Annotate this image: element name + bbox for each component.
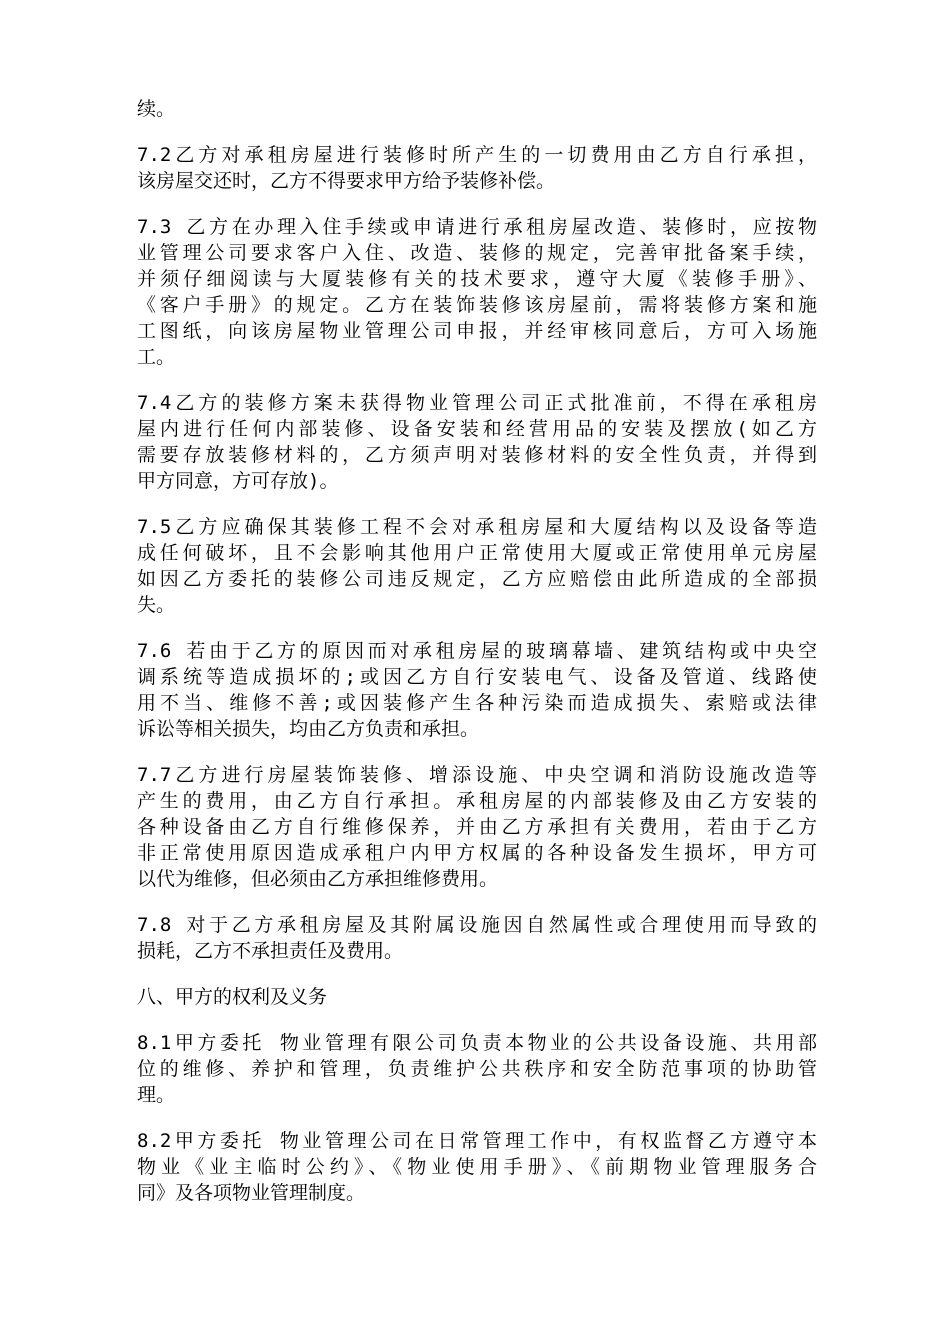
text-line: 工图纸，向该房屋物业管理公司申报，并经审核同意后，方可入场施 — [137, 320, 817, 342]
paragraph-p-7-3 — [137, 214, 817, 370]
paragraph-p-8-1 — [137, 1030, 817, 1108]
paragraph-p-7-4 — [137, 390, 817, 494]
text-line: 物业《业主临时公约》、《物业使用手册》、《前期物业管理服务合 — [137, 1156, 817, 1178]
text-line: 成任何破坏，且不会影响其他用户正常使用大厦或正常使用单元房屋 — [137, 542, 817, 564]
text-line: 业管理公司要求客户入住、改造、装修的规定，完善审批备案手续， — [137, 242, 817, 264]
paragraph-p-7-6 — [137, 638, 817, 742]
text-line: 同》及各项物业管理制度。 — [137, 1182, 366, 1204]
text-line: 失。 — [137, 594, 176, 616]
section-heading — [137, 984, 817, 1010]
text-line: 7.3 乙方在办理入住手续或申请进行承租房屋改造、装修时，应按物 — [137, 216, 817, 238]
text-line: 8.2甲方委托 物业管理公司在日常管理工作中，有权监督乙方遵守本 — [137, 1130, 817, 1152]
text-line: 用不当、维修不善;或因装修产生各种污染而造成损失、索赔或法律 — [137, 692, 817, 714]
text-line: 屋内进行任何内部装修、设备安装和经营用品的安装及摆放(如乙方 — [137, 418, 817, 440]
text-line: 诉讼等相关损失，均由乙方负责和承担。 — [137, 718, 480, 740]
text-line: 7.5乙方应确保其装修工程不会对承租房屋和大厦结构以及设备等造 — [137, 516, 817, 538]
text-line: 需要存放装修材料的，乙方须声明对装修材料的安全性负责，并得到 — [137, 444, 817, 466]
text-line: 调系统等造成损坏的;或因乙方自行安装电气、设备及管道、线路使 — [137, 666, 817, 688]
text-line: 续。 — [137, 98, 176, 120]
text-line: 各种设备由乙方自行维修保养，并由乙方承担有关费用，若由于乙方 — [137, 816, 817, 838]
paragraph-p-7-2 — [137, 142, 817, 194]
paragraph-p-7-1-cont — [137, 96, 817, 122]
paragraph-p-7-8 — [137, 912, 817, 964]
text-line: 7.8 对于乙方承租房屋及其附属设施因自然属性或合理使用而导致的 — [137, 914, 817, 936]
text-line: 八、甲方的权利及义务 — [137, 986, 328, 1008]
text-line: 工。 — [137, 346, 176, 368]
text-line: 《客户手册》的规定。乙方在装饰装修该房屋前，需将装修方案和施 — [137, 294, 817, 316]
text-line: 如因乙方委托的装修公司违反规定，乙方应赔偿由此所造成的全部损 — [137, 568, 817, 590]
text-line: 损耗，乙方不承担责任及费用。 — [137, 940, 404, 962]
document-page — [137, 96, 817, 1226]
paragraph-p-7-7 — [137, 762, 817, 892]
text-line: 产生的费用，由乙方自行承担。承租房屋的内部装修及由乙方安装的 — [137, 790, 817, 812]
text-line: 7.4乙方的装修方案未获得物业管理公司正式批准前，不得在承租房 — [137, 392, 817, 414]
text-line: 甲方同意，方可存放)。 — [137, 470, 339, 492]
text-line: 非正常使用原因造成承租户内甲方权属的各种设备发生损坏，甲方可 — [137, 842, 817, 864]
paragraph-p-7-5 — [137, 514, 817, 618]
text-line: 7.6 若由于乙方的原因而对承租房屋的玻璃幕墙、建筑结构或中央空 — [137, 640, 817, 662]
text-line: 8.1甲方委托 物业管理有限公司负责本物业的公共设备设施、共用部 — [137, 1032, 817, 1054]
text-line: 位的维修、养护和管理，负责维护公共秩序和安全防范事项的协助管 — [137, 1058, 817, 1080]
paragraph-p-8-2 — [137, 1128, 817, 1206]
text-line: 并须仔细阅读与大厦装修有关的技术要求，遵守大厦《装修手册》、 — [137, 268, 817, 290]
text-line: 以代为维修，但必须由乙方承担维修费用。 — [137, 868, 499, 890]
text-line: 该房屋交还时，乙方不得要求甲方给予装修补偿。 — [137, 170, 556, 192]
text-line: 7.7乙方进行房屋装饰装修、增添设施、中央空调和消防设施改造等 — [137, 764, 817, 786]
text-line: 7.2乙方对承租房屋进行装修时所产生的一切费用由乙方自行承担， — [137, 144, 817, 166]
text-line: 理。 — [137, 1084, 176, 1106]
